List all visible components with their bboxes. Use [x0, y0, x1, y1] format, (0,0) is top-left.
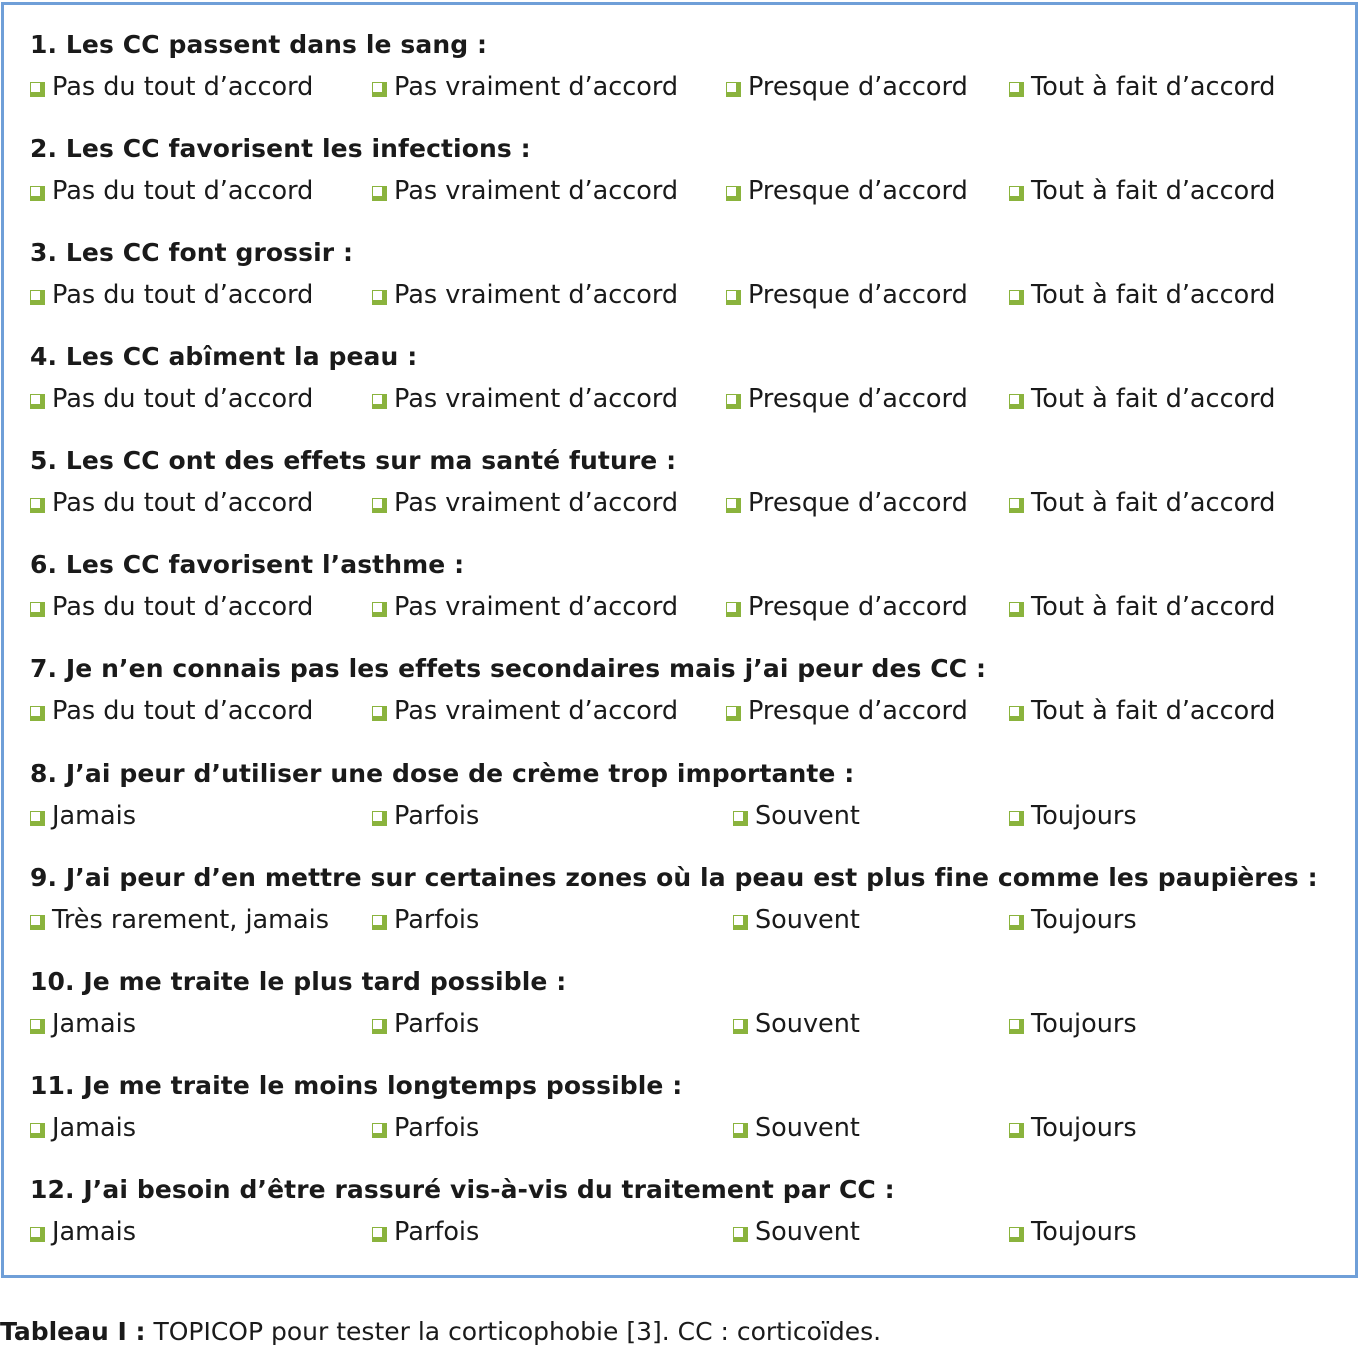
checkbox-icon[interactable] [1009, 1123, 1024, 1138]
checkbox-icon[interactable] [372, 498, 387, 513]
checkbox-icon[interactable] [372, 1227, 387, 1242]
option-label: Presque d’accord [748, 72, 968, 102]
option-4[interactable] [1009, 486, 1275, 520]
option-4[interactable] [1009, 694, 1275, 728]
checkbox-icon[interactable] [30, 1019, 45, 1034]
checkbox-icon[interactable] [1009, 811, 1024, 826]
option-label: Souvent [755, 1009, 860, 1039]
question-title: 1. Les CC passent dans le sang : [30, 30, 488, 59]
option-2[interactable] [372, 590, 678, 624]
checkbox-icon[interactable] [372, 82, 387, 97]
question-title: 2. Les CC favorisent les infections : [30, 134, 531, 163]
checkbox-icon[interactable] [30, 186, 45, 201]
checkbox-icon[interactable] [30, 394, 45, 409]
option-2[interactable] [372, 70, 678, 104]
checkbox-icon[interactable] [372, 394, 387, 409]
option-label: Pas vraiment d’accord [394, 384, 679, 414]
option-2[interactable] [372, 486, 678, 520]
question-title: 7. Je n’en connais pas les effets secondaires mais j’ai peur des CC : [30, 654, 987, 683]
option-1[interactable] [30, 1007, 136, 1041]
checkbox-icon[interactable] [1009, 498, 1024, 513]
table-caption [0, 1315, 881, 1349]
option-label: Toujours [1031, 905, 1137, 935]
option-label: Toujours [1031, 1113, 1137, 1143]
checkbox-icon[interactable] [30, 811, 45, 826]
option-label: Pas vraiment d’accord [394, 592, 679, 622]
option-label: Presque d’accord [748, 384, 968, 414]
question-title: 9. J’ai peur d’en mettre sur certaines zones où la peau est plus fine comme les paupières : [30, 863, 1318, 892]
checkbox-icon[interactable] [1009, 1019, 1024, 1034]
option-label: Presque d’accord [748, 280, 968, 310]
option-label: Presque d’accord [748, 592, 968, 622]
questionnaire-frame [1, 2, 1358, 1278]
option-4[interactable] [1009, 174, 1275, 208]
checkbox-icon[interactable] [726, 290, 741, 305]
option-1[interactable] [30, 278, 313, 312]
option-4[interactable] [1009, 70, 1275, 104]
option-label: Tout à fait d’accord [1031, 384, 1276, 414]
option-label: Toujours [1031, 1217, 1137, 1247]
question-10 [4, 965, 1344, 1069]
caption-label: Tableau I : [0, 1317, 146, 1346]
option-label: Parfois [394, 801, 480, 831]
option-2[interactable] [372, 174, 678, 208]
option-label: Pas vraiment d’accord [394, 176, 679, 206]
option-label: Très rarement, jamais [52, 905, 330, 935]
checkbox-icon[interactable] [30, 498, 45, 513]
option-1[interactable] [30, 694, 313, 728]
checkbox-icon[interactable] [372, 1123, 387, 1138]
option-3[interactable] [726, 174, 968, 208]
option-3[interactable] [733, 1111, 860, 1145]
checkbox-icon[interactable] [372, 186, 387, 201]
question-title: 12. J’ai besoin d’être rassuré vis-à-vis du traitement par CC : [30, 1175, 895, 1204]
checkbox-icon[interactable] [733, 915, 748, 930]
option-label: Presque d’accord [748, 176, 968, 206]
option-4[interactable] [1009, 1215, 1137, 1249]
option-1[interactable] [30, 70, 313, 104]
checkbox-icon[interactable] [30, 1123, 45, 1138]
option-1[interactable] [30, 1215, 136, 1249]
question-title: 10. Je me traite le plus tard possible : [30, 967, 567, 996]
option-label: Toujours [1031, 1009, 1137, 1039]
question-title: 5. Les CC ont des effets sur ma santé future : [30, 446, 677, 475]
option-3[interactable] [726, 278, 968, 312]
option-1[interactable] [30, 903, 329, 937]
option-2[interactable] [372, 1215, 479, 1249]
option-4[interactable] [1009, 1007, 1137, 1041]
question-title: 4. Les CC abîment la peau : [30, 342, 418, 371]
option-label: Souvent [755, 1217, 860, 1247]
checkbox-icon[interactable] [1009, 1227, 1024, 1242]
option-label: Pas du tout d’accord [52, 592, 314, 622]
checkbox-icon[interactable] [30, 1227, 45, 1242]
question-4 [4, 340, 1344, 444]
question-title: 3. Les CC font grossir : [30, 238, 354, 267]
option-3[interactable] [733, 1007, 860, 1041]
option-4[interactable] [1009, 590, 1275, 624]
option-label: Jamais [52, 1217, 136, 1247]
checkbox-icon[interactable] [1009, 602, 1024, 617]
checkbox-icon[interactable] [726, 394, 741, 409]
option-label: Pas du tout d’accord [52, 72, 314, 102]
option-3[interactable] [726, 694, 968, 728]
option-label: Toujours [1031, 801, 1137, 831]
option-2[interactable] [372, 799, 479, 833]
question-11 [4, 1069, 1344, 1173]
option-4[interactable] [1009, 382, 1275, 416]
checkbox-icon[interactable] [372, 290, 387, 305]
question-2 [4, 132, 1344, 236]
option-3[interactable] [726, 590, 968, 624]
question-5 [4, 444, 1344, 548]
option-label: Pas du tout d’accord [52, 384, 314, 414]
option-label: Tout à fait d’accord [1031, 592, 1276, 622]
checkbox-icon[interactable] [726, 82, 741, 97]
checkbox-icon[interactable] [372, 1019, 387, 1034]
checkbox-icon[interactable] [372, 602, 387, 617]
option-2[interactable] [372, 694, 678, 728]
option-label: Souvent [755, 1113, 860, 1143]
checkbox-icon[interactable] [733, 1227, 748, 1242]
option-label: Tout à fait d’accord [1031, 280, 1276, 310]
option-label: Tout à fait d’accord [1031, 176, 1276, 206]
option-label: Parfois [394, 1217, 480, 1247]
checkbox-icon[interactable] [726, 602, 741, 617]
option-2[interactable] [372, 382, 678, 416]
option-label: Presque d’accord [748, 696, 968, 726]
checkbox-icon[interactable] [733, 1123, 748, 1138]
option-3[interactable] [726, 486, 968, 520]
option-label: Pas vraiment d’accord [394, 72, 679, 102]
option-4[interactable] [1009, 903, 1137, 937]
checkbox-icon[interactable] [30, 706, 45, 721]
question-title: 11. Je me traite le moins longtemps possible : [30, 1071, 683, 1100]
option-label: Jamais [52, 1113, 136, 1143]
checkbox-icon[interactable] [726, 706, 741, 721]
checkbox-icon[interactable] [30, 602, 45, 617]
checkbox-icon[interactable] [1009, 394, 1024, 409]
option-label: Jamais [52, 801, 136, 831]
option-label: Pas vraiment d’accord [394, 696, 679, 726]
option-1[interactable] [30, 382, 313, 416]
option-3[interactable] [726, 70, 968, 104]
option-3[interactable] [733, 1215, 860, 1249]
option-4[interactable] [1009, 1111, 1137, 1145]
option-1[interactable] [30, 590, 313, 624]
question-7 [4, 652, 1344, 756]
option-2[interactable] [372, 1007, 479, 1041]
checkbox-icon[interactable] [726, 498, 741, 513]
question-1 [4, 28, 1344, 132]
option-1[interactable] [30, 486, 313, 520]
option-label: Souvent [755, 905, 860, 935]
question-title: 8. J’ai peur d’utiliser une dose de crème trop importante : [30, 759, 855, 788]
option-label: Souvent [755, 801, 860, 831]
question-title: 6. Les CC favorisent l’asthme : [30, 550, 465, 579]
checkbox-icon[interactable] [726, 186, 741, 201]
checkbox-icon[interactable] [1009, 186, 1024, 201]
option-label: Pas vraiment d’accord [394, 280, 679, 310]
checkbox-icon[interactable] [372, 706, 387, 721]
checkbox-icon[interactable] [372, 915, 387, 930]
checkbox-icon[interactable] [1009, 290, 1024, 305]
option-label: Presque d’accord [748, 488, 968, 518]
checkbox-icon[interactable] [1009, 706, 1024, 721]
checkbox-icon[interactable] [30, 290, 45, 305]
checkbox-icon[interactable] [733, 1019, 748, 1034]
checkbox-icon[interactable] [1009, 915, 1024, 930]
checkbox-icon[interactable] [733, 811, 748, 826]
option-1[interactable] [30, 799, 136, 833]
question-9 [4, 861, 1344, 965]
option-label: Parfois [394, 905, 480, 935]
option-3[interactable] [733, 799, 860, 833]
caption-text: TOPICOP pour tester la corticophobie [3]. CC : corticoïdes. [145, 1317, 882, 1346]
option-label: Tout à fait d’accord [1031, 488, 1276, 518]
option-2[interactable] [372, 278, 678, 312]
checkbox-icon[interactable] [30, 82, 45, 97]
checkbox-icon[interactable] [30, 915, 45, 930]
option-3[interactable] [726, 382, 968, 416]
option-label: Pas du tout d’accord [52, 488, 314, 518]
option-label: Pas du tout d’accord [52, 696, 314, 726]
option-4[interactable] [1009, 278, 1275, 312]
option-3[interactable] [733, 903, 860, 937]
option-label: Parfois [394, 1009, 480, 1039]
checkbox-icon[interactable] [1009, 82, 1024, 97]
option-label: Pas du tout d’accord [52, 280, 314, 310]
option-2[interactable] [372, 1111, 479, 1145]
question-6 [4, 548, 1344, 652]
option-label: Pas du tout d’accord [52, 176, 314, 206]
option-label: Pas vraiment d’accord [394, 488, 679, 518]
option-label: Parfois [394, 1113, 480, 1143]
question-12 [4, 1173, 1344, 1277]
question-3 [4, 236, 1344, 340]
question-8 [4, 757, 1344, 861]
option-1[interactable] [30, 1111, 136, 1145]
option-label: Tout à fait d’accord [1031, 696, 1276, 726]
option-2[interactable] [372, 903, 479, 937]
option-label: Jamais [52, 1009, 136, 1039]
option-label: Tout à fait d’accord [1031, 72, 1276, 102]
option-4[interactable] [1009, 799, 1137, 833]
option-1[interactable] [30, 174, 313, 208]
checkbox-icon[interactable] [372, 811, 387, 826]
